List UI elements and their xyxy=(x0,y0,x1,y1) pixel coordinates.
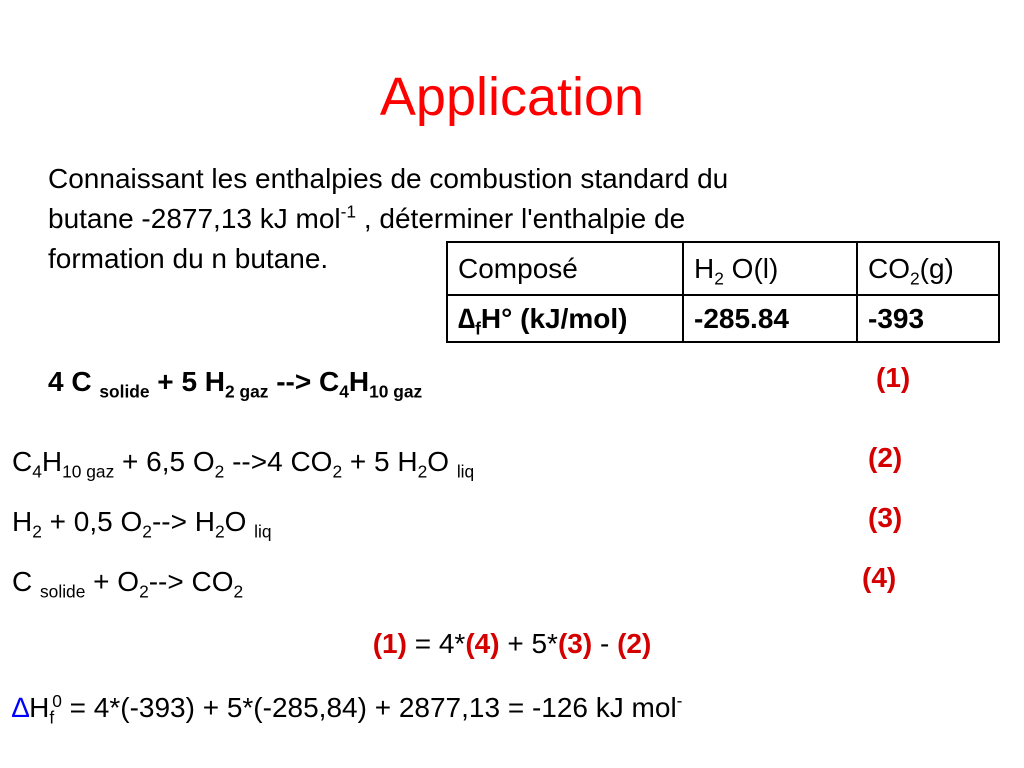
result-h: H xyxy=(29,692,50,723)
eq2-s6: 2 xyxy=(417,461,428,482)
eq4-p3: --> CO xyxy=(148,566,234,597)
equation-4 xyxy=(12,562,243,602)
eq1-p1: 4 C xyxy=(48,366,100,397)
eq4-s1: solide xyxy=(40,581,86,602)
comb-1: (1) xyxy=(372,628,407,659)
header-compose: Composé xyxy=(447,242,683,295)
eq2-p6: O xyxy=(427,446,457,477)
intro-exponent: -1 xyxy=(340,201,357,222)
eq3-p2: + 0,5 O xyxy=(41,506,143,537)
eq2-s5: 2 xyxy=(332,461,343,482)
eq3-s4: liq xyxy=(254,521,272,542)
equation-1-tag: (1) xyxy=(876,362,911,393)
eq2-p3: + 6,5 O xyxy=(114,446,215,477)
co2-value: -393 xyxy=(857,295,999,342)
equation-3 xyxy=(12,502,272,542)
eq3-s2: 2 xyxy=(142,521,152,542)
delta-symbol: ∆ xyxy=(458,302,476,334)
intro-line-2 xyxy=(48,199,685,239)
eq1-s4: 4 xyxy=(339,381,349,402)
co2-rest: (g) xyxy=(919,252,954,284)
eq2-s7: liq xyxy=(456,461,475,482)
table-row xyxy=(447,295,999,342)
eq4-s3: 2 xyxy=(233,581,244,602)
eq1-p2: + 5 H xyxy=(149,366,226,397)
co2-co: CO xyxy=(868,252,910,284)
intro-line-2-a: butane -2877,13 kJ mol xyxy=(48,203,341,234)
eq1-s6: gaz xyxy=(388,381,423,402)
slide-title: Application xyxy=(379,67,645,127)
comb-7: (2) xyxy=(617,628,652,659)
eq2-p2: H xyxy=(41,446,63,477)
eq2-p5: + 5 H xyxy=(342,446,418,477)
h2o-h: H xyxy=(694,252,715,284)
result-line xyxy=(12,688,682,728)
enthalpy-table xyxy=(446,241,1000,343)
table-header-row xyxy=(447,242,999,295)
header-co2 xyxy=(857,242,999,295)
delta-sub: f xyxy=(475,318,481,339)
h2o-value: -285.84 xyxy=(683,295,857,342)
comb-3: (4) xyxy=(465,628,500,659)
eq4-p2: + O xyxy=(85,566,140,597)
eq3-s3: 2 xyxy=(214,521,225,542)
eq2-p1: C xyxy=(12,446,33,477)
eq2-s4: 2 xyxy=(214,461,225,482)
result-text: = 4*(-393) + 5*(-285,84) + 2877,13 = -126 kJ mol xyxy=(61,692,677,723)
intro-line-1: Connaissant les enthalpies de combustion standard du xyxy=(48,163,729,194)
result-exp: - xyxy=(676,690,683,711)
comb-6: - xyxy=(592,628,618,659)
eq2-s3: gaz xyxy=(81,461,115,482)
eq4-p1: C xyxy=(12,566,40,597)
result-sub: f xyxy=(49,707,55,728)
h2o-rest: O(l) xyxy=(723,252,779,284)
equation-3-tag: (3) xyxy=(868,502,903,533)
eq1-s3: gaz xyxy=(234,381,269,402)
eq2-p4: -->4 CO xyxy=(224,446,333,477)
equation-2-tag: (2) xyxy=(868,442,903,473)
eq1-s2: 2 xyxy=(225,381,235,402)
result-sup: 0 xyxy=(52,690,62,711)
eq1-s1: solide xyxy=(99,381,150,402)
equation-4-tag: (4) xyxy=(862,562,897,593)
header-h2o xyxy=(683,242,857,295)
eq2-s2: 10 xyxy=(62,461,82,482)
eq3-p1: H xyxy=(12,506,33,537)
eq3-s1: 2 xyxy=(32,521,42,542)
equation-1 xyxy=(48,362,422,402)
row-label-rest: H° (kJ/mol) xyxy=(480,302,628,334)
row-label xyxy=(447,295,683,342)
comb-2: = 4* xyxy=(406,628,466,659)
eq1-s5: 10 xyxy=(369,381,389,402)
intro-line-3: formation du n butane. xyxy=(48,243,329,274)
eq1-p4: H xyxy=(348,366,370,397)
comb-5: (3) xyxy=(557,628,593,659)
eq4-s2: 2 xyxy=(139,581,149,602)
comb-4: + 5* xyxy=(499,628,558,659)
eq2-s1: 4 xyxy=(32,461,42,482)
intro-line-2-b: , déterminer l'enthalpie de xyxy=(356,203,686,234)
eq3-p3: --> H xyxy=(151,506,215,537)
combination-line xyxy=(0,624,1024,664)
co2-sub: 2 xyxy=(910,268,920,289)
eq1-p3: --> C xyxy=(268,366,340,397)
eq3-p4: O xyxy=(224,506,255,537)
h2o-sub: 2 xyxy=(714,268,724,289)
result-delta: ∆ xyxy=(12,692,30,723)
equation-2 xyxy=(12,442,474,482)
